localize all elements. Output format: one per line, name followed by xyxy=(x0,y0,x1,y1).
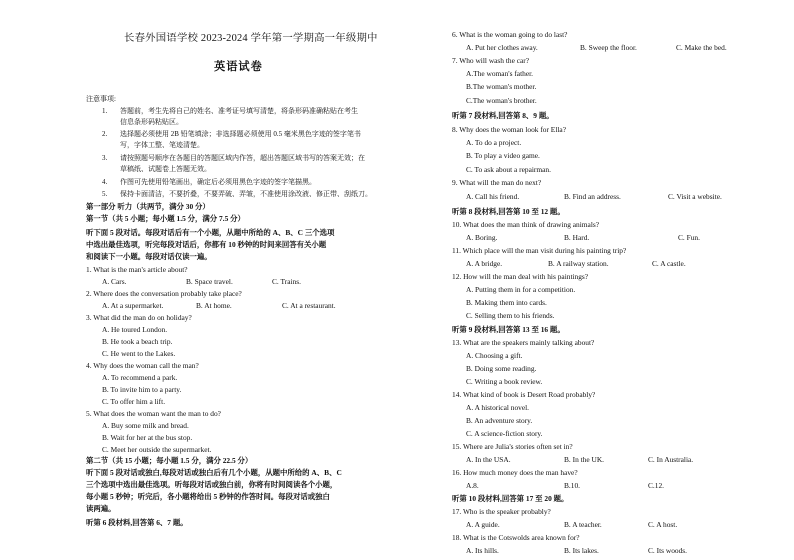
question-6: 6. What is the woman going to do last? xyxy=(452,30,568,39)
option-a: A. Putting them in for a competition. xyxy=(466,285,576,294)
notice-num: 4. xyxy=(102,178,108,186)
subject-title: 英语试卷 xyxy=(214,61,263,73)
option-a: A. Put her clothes away. xyxy=(466,43,538,52)
section1-heading: 第一节（共 5 小题；每小题 1.5 分，满分 7.5 分） xyxy=(86,214,245,223)
question-7: 7. Who will wash the car? xyxy=(452,56,530,65)
option-a: A. A bridge. xyxy=(466,259,503,268)
question-3: 3. What did the man do on holiday? xyxy=(86,313,192,322)
question-11: 11. Which place will the man visit during his painting trip? xyxy=(452,246,627,255)
option-a: A. Buy some milk and bread. xyxy=(102,421,189,430)
option-a: A. To recommend a park. xyxy=(102,373,178,382)
question-17: 17. Who is the speaker probably? xyxy=(452,507,551,516)
option-c: C.12. xyxy=(648,481,665,490)
option-c: C. Writing a book review. xyxy=(466,377,543,386)
material-heading: 听第 8 段材料,回答第 10 至 12 题。 xyxy=(452,207,565,216)
option-c: C. Visit a website. xyxy=(668,192,722,201)
notice-line: 请按照题号顺序在各题目的答题区域内作答，超出答题区域书写的答案无效；在 xyxy=(120,154,365,162)
section2-heading: 第二节（共 15 小题；每小题 1.5 分，满分 22.5 分） xyxy=(86,456,253,465)
option-b: B. A railway station. xyxy=(548,259,609,268)
option-b: B. Doing some reading. xyxy=(466,364,537,373)
option-a: A. Boring. xyxy=(466,233,498,242)
option-b: B. Making them into cards. xyxy=(466,298,547,307)
option-c: C. At a restaurant. xyxy=(282,301,336,310)
section1-instructions: 中选出最佳选项，听完每段对话后，你都有 10 秒钟的时间来回答有关小题 xyxy=(86,240,327,249)
option-b: B. To invite him to a party. xyxy=(102,385,182,394)
option-b: B. To play a video game. xyxy=(466,151,540,160)
option-c: C. Meet her outside the supermarket. xyxy=(102,445,212,454)
section2-instructions: 读两遍。 xyxy=(86,504,116,513)
option-a: A. Cars. xyxy=(102,277,127,286)
option-b: B. An adventure story. xyxy=(466,416,533,425)
option-b: B. Space travel. xyxy=(186,277,233,286)
question-14: 14. What kind of book is Desert Road probably? xyxy=(452,390,596,399)
option-c: C. In Australia. xyxy=(648,455,694,464)
section2-instructions: 三个选项中选出最佳选项。听每段对话或独白前，你将有时间阅读各个小题， xyxy=(86,480,338,489)
option-c: C. Selling them to his friends. xyxy=(466,311,555,320)
question-2: 2. Where does the conversation probably take place? xyxy=(86,289,242,298)
notice-line: 保持卡面清洁，不要折叠，不要弄破、弄皱，不准使用涂改液、修正带、刮纸刀。 xyxy=(120,190,372,198)
notice-num: 1. xyxy=(102,107,108,115)
question-13: 13. What are the speakers mainly talking about? xyxy=(452,338,595,347)
material-heading: 听第 6 段材料,回答第 6、7 题。 xyxy=(86,518,188,527)
option-b: B. Sweep the floor. xyxy=(580,43,637,52)
option-c: C.The woman's brother. xyxy=(466,96,537,105)
option-c: C. He went to the Lakes. xyxy=(102,349,176,358)
option-c: C. Fun. xyxy=(678,233,700,242)
question-12: 12. How will the man deal with his paintings? xyxy=(452,272,589,281)
question-16: 16. How much money does the man have? xyxy=(452,468,578,477)
question-18: 18. What is the Cotswolds area known for? xyxy=(452,533,580,542)
material-heading: 听第 9 段材料,回答第 13 至 16 题。 xyxy=(452,325,565,334)
option-c: C. A castle. xyxy=(652,259,686,268)
option-a: A.The woman's father. xyxy=(466,69,534,78)
option-a: A. Its hills. xyxy=(466,546,499,555)
notice-line: 草稿纸、试题卷上答题无效。 xyxy=(120,165,211,173)
option-c: C. To ask about a repairman. xyxy=(466,165,551,174)
notice-line: 信息条形码粘贴区。 xyxy=(120,118,183,126)
option-c: C. Its woods. xyxy=(648,546,688,555)
part1-heading: 第一部分 听力（共两节，满分 30 分） xyxy=(86,202,210,211)
question-9: 9. What will the man do next? xyxy=(452,178,542,187)
option-b: B. At home. xyxy=(196,301,232,310)
notice-line: 答题前，考生先将自己的姓名、准考证号填写清楚，将条形码准确粘贴在考生 xyxy=(120,107,358,115)
section2-instructions: 每小题 5 秒钟；听完后，各小题将给出 5 秒钟的作答时间。每段对话或独白 xyxy=(86,492,330,501)
section2-instructions: 听下面 5 段对话或独白,每段对话或独白后有几个小题，从题中所给的 A、B、C xyxy=(86,468,342,477)
option-a: A. A historical novel. xyxy=(466,403,530,412)
option-c: C. Trains. xyxy=(272,277,301,286)
notice-heading: 注意事项: xyxy=(86,95,116,103)
question-10: 10. What does the man think of drawing animals? xyxy=(452,220,600,229)
notice-num: 5. xyxy=(102,190,108,198)
option-c: C. A host. xyxy=(648,520,678,529)
question-4: 4. Why does the woman call the man? xyxy=(86,361,199,370)
option-a: A. He toured London. xyxy=(102,325,168,334)
option-a: A.8. xyxy=(466,481,479,490)
option-a: A. At a supermarket. xyxy=(102,301,164,310)
option-a: A. Choosing a gift. xyxy=(466,351,523,360)
option-b: B. Wait for her at the bus stop. xyxy=(102,433,193,442)
question-8: 8. Why does the woman look for Ella? xyxy=(452,125,566,134)
material-heading: 听第 7 段材料,回答第 8、9 题。 xyxy=(452,111,554,120)
option-b: B. Its lakes. xyxy=(564,546,599,555)
option-b: B. Hard. xyxy=(564,233,590,242)
option-a: A. To do a project. xyxy=(466,138,522,147)
notice-line: 写，字体工整、笔迹清楚。 xyxy=(120,141,204,149)
notice-line: 选择题必须使用 2B 铅笔填涂；非选择题必须使用 0.5 毫米黑色字迹的签字笔书 xyxy=(120,130,361,138)
option-b: B. In the UK. xyxy=(564,455,605,464)
notice-num: 2. xyxy=(102,130,108,138)
option-a: A. In the USA. xyxy=(466,455,511,464)
notice-num: 3. xyxy=(102,154,108,162)
section1-instructions: 和阅读下一小题。每段对话仅读一遍。 xyxy=(86,252,212,261)
option-c: C. To offer him a lift. xyxy=(102,397,166,406)
material-heading: 听第 10 段材料,回答第 17 至 20 题。 xyxy=(452,494,569,503)
option-b: B. A teacher. xyxy=(564,520,602,529)
option-b: B. Find an address. xyxy=(564,192,621,201)
question-1: 1. What is the man's article about? xyxy=(86,265,188,274)
section1-instructions: 听下面 5 段对话。每段对话后有一个小题，从题中所给的 A、B、C 三个选项 xyxy=(86,228,335,237)
option-c: C. A science-fiction story. xyxy=(466,429,543,438)
option-a: A. Call his friend. xyxy=(466,192,520,201)
notice-line: 作图可先使用铅笔画出，确定后必须用黑色字迹的签字笔描黑。 xyxy=(120,178,316,186)
option-a: A. A guide. xyxy=(466,520,500,529)
question-5: 5. What does the woman want the man to do? xyxy=(86,409,221,418)
question-15: 15. Where are Julia's stories often set in? xyxy=(452,442,573,451)
option-b: B. He took a beach trip. xyxy=(102,337,173,346)
option-b: B.10. xyxy=(564,481,581,490)
option-c: C. Make the bed. xyxy=(676,43,727,52)
school-title: 长春外国语学校 2023-2024 学年第一学期高一年级期中 xyxy=(124,33,378,44)
option-b: B.The woman's mother. xyxy=(466,82,537,91)
